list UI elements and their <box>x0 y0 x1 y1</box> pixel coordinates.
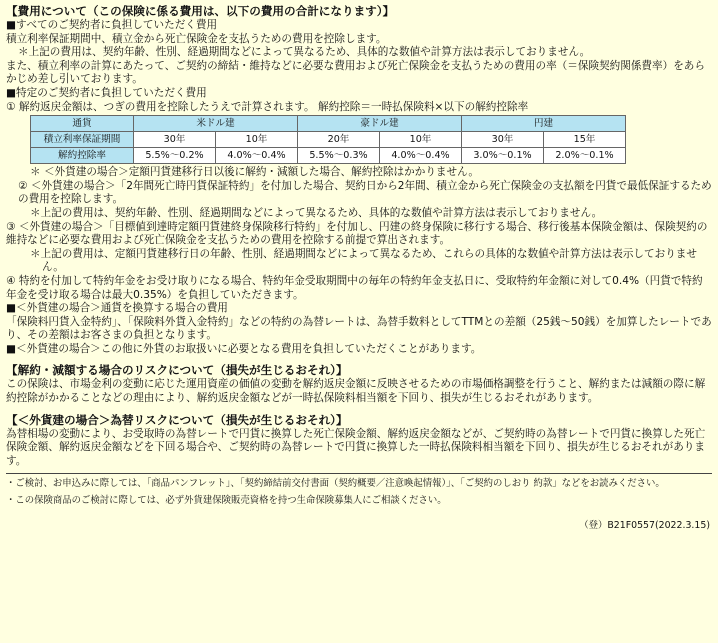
rate-header: 解約控除率 <box>31 148 134 164</box>
footer-note-1: ・ご検討、お申込みに際しては、「商品パンフレット」、「契約締結前交付書面（契約概要／注意喚起情報）」、「ご契約のしおり 約款」などをお読みください。 <box>6 478 665 490</box>
table-row <box>31 116 626 132</box>
fx-risk-title: 【＜外貨建の場合＞為替リスクについて（損失が生じるおそれ）】 <box>6 412 348 427</box>
currency-aud: 豪ドル建 <box>298 116 462 132</box>
surrender-rate-table <box>30 115 626 164</box>
fx-cost-text: 「保険料円貨入金特約」、「保険料外貨入金特約」などの特約の為替レートは、為替手数料としてTTMとの差額（25銭～50銭）を加算したレートであり、その差額はお客さまの負担となります。 <box>6 315 712 342</box>
rate-cell: 5.5%～0.3% <box>298 148 380 164</box>
period-header: 積立利率保証期間 <box>31 132 134 148</box>
all-contractors-extra: また、積立利率の計算にあたって、ご契約の締結・維持などに必要な費用および死亡保険金を支払うための費用の率（＝保険契約関係費率）をあらかじめ差し引いております。 <box>6 59 705 86</box>
registration-code: （登）B21F0557(2022.3.15) <box>579 520 710 532</box>
cost-item-1: ① 解約返戻金額は、つぎの費用を控除したうえで計算されます。 解約控除＝一時払保険料×以下の解約控除率 <box>6 100 529 113</box>
cost-item-2-note: ＊上記の費用は、契約年齢、性別、経過期間などによって異なるため、具体的な数値や計算方法は表示しておりません。 <box>30 206 603 219</box>
period-cell: 30年 <box>462 132 544 148</box>
currency-usd: 米ドル建 <box>134 116 298 132</box>
surrender-risk-title: 【解約・減額する場合のリスクについて（損失が生じるおそれ）】 <box>6 363 348 378</box>
currency-header: 通貨 <box>31 116 134 132</box>
table-row <box>31 132 626 148</box>
fx-risk-text: 為替相場の変動により、お受取時の為替レートで円貨に換算した死亡保険金額、解約返戻金額などが、ご契約時の為替レートで円貨に換算した死亡保険金額、解約返戻金額などを下回る場合や、ご契約時の為替レートで円貨に換算した一時払保険料相当額を下回り、損失が生じるおそれがあります。 <box>6 427 706 467</box>
period-cell: 20年 <box>298 132 380 148</box>
table-row <box>31 148 626 164</box>
cost-item-2: ② ＜外貨建の場合＞「2年間死亡時円貨保証特約」を付加した場合、契約日から2年間、積立金から死亡保険金の支払額を円貨で最低保証するための費用を控除します。 <box>18 179 712 206</box>
cost-section-title: 【費用について（この保険に係る費用は、以下の費用の合計になります）】 <box>6 4 395 18</box>
all-contractors-label: ■すべてのご契約者に負担していただく費用 <box>6 19 218 31</box>
period-cell: 10年 <box>216 132 298 148</box>
cost-item-1-note: ＊ ＜外貨建の場合＞定額円貨建移行日以後に解約・減額した場合、解約控除はかかりません。 <box>30 166 479 179</box>
footer-note-2: ・この保険商品のご検討に際しては、必ず外貨建保険販売資格を持つ生命保険募集人にご相談ください。 <box>6 495 447 507</box>
rate-cell: 5.5%～0.2% <box>134 148 216 164</box>
fx-cost-label: ■＜外貨建の場合＞通貨を換算する場合の費用 <box>6 302 228 315</box>
currency-jpy: 円建 <box>462 116 626 132</box>
cost-item-4: ④ 特約を付加して特約年金をお受け取りになる場合、特約年金受取期間中の毎年の特約年金支払日に、受取特約年金額に対して0.4%（円貨で特約年金を受け取る場合は最大0.35%）を負担していただきます。 <box>6 274 703 301</box>
cost-item-3-note: ＊上記の費用は、定額円貨建移行日の年齢、性別、経過期間などによって異なるため、これらの具体的な数値や計算方法は表示しておりません。 <box>30 247 697 274</box>
all-contractors-text: 積立利率保証期間中、積立金から死亡保険金を支払うための費用を控除します。 <box>6 32 387 45</box>
rate-cell: 4.0%～0.4% <box>380 148 462 164</box>
period-cell: 30年 <box>134 132 216 148</box>
rate-cell: 2.0%～0.1% <box>544 148 626 164</box>
specific-contractors-label: ■特定のご契約者に負担していただく費用 <box>6 86 207 99</box>
period-cell: 15年 <box>544 132 626 148</box>
all-contractors-note: ＊上記の費用は、契約年齢、性別、経過期間などによって異なるため、具体的な数値や計算方法は表示しておりません。 <box>18 46 591 59</box>
other-cost-text: ■＜外貨建の場合＞この他に外貨のお取扱いに必要となる費用を負担していただくことがあります。 <box>6 342 482 355</box>
surrender-risk-text: この保険は、市場金利の変動に応じた運用資産の価値の変動を解約返戻金額に反映させるための市場価格調整を行うこと、解約または減額の際に解約控除がかかることなどの理由により、解約返戻金額などが一時払保険料相当額を下回り、損失が生じるおそれがあります。 <box>6 378 706 405</box>
rate-cell: 4.0%～0.4% <box>216 148 298 164</box>
cost-item-3: ③ ＜外貨建の場合＞「目標値到達時定額円貨建終身保険移行特約」を付加し、円建の終身保険に移行する場合、移行後基本保険金額は、保険契約の維持などに必要な費用および死亡保険金を支払うための費用を控除する前提で算出されます。 <box>6 220 708 247</box>
rate-cell: 3.0%～0.1% <box>462 148 544 164</box>
period-cell: 10年 <box>380 132 462 148</box>
divider <box>6 473 712 474</box>
